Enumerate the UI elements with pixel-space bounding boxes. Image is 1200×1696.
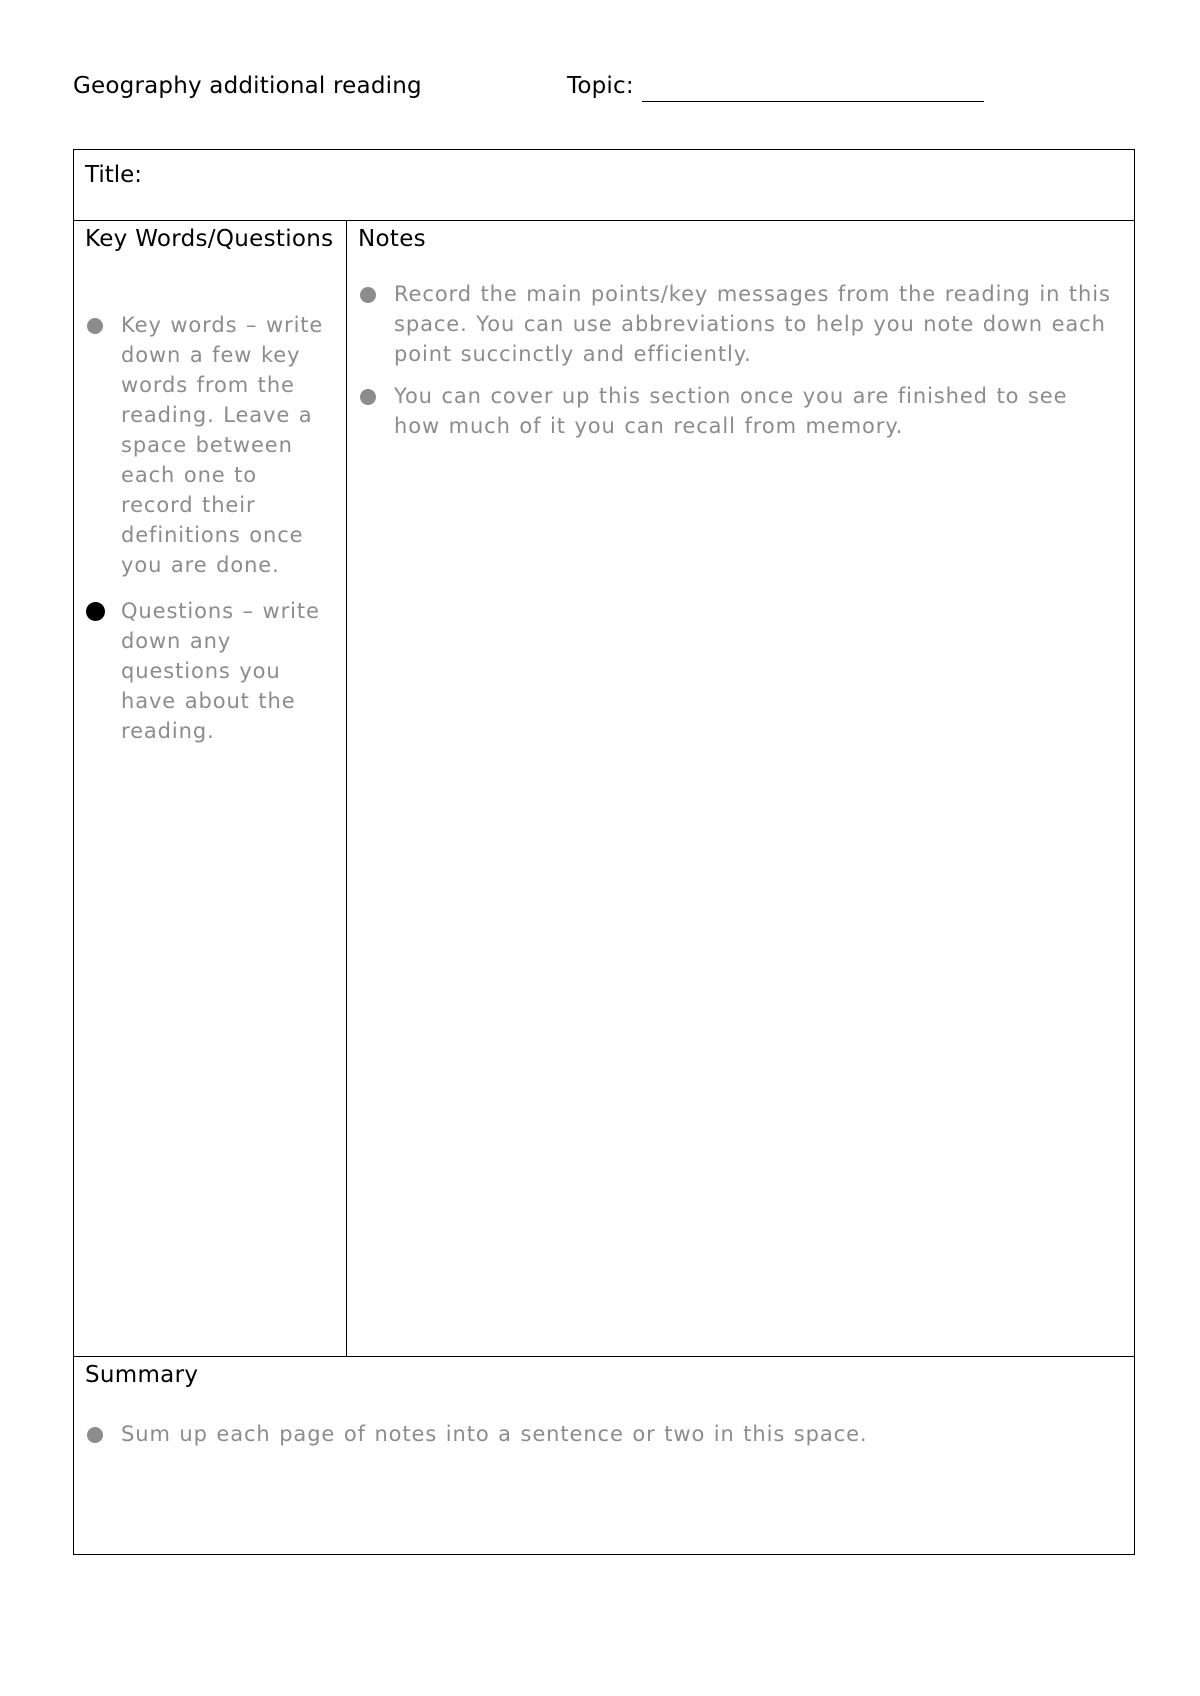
key-words-heading: Key Words/Questions <box>85 226 334 252</box>
instruction-text: Questions – write down any questions you have about the reading. <box>121 599 320 743</box>
summary-section[interactable] <box>74 1356 1134 1554</box>
topic-blank-line[interactable] <box>642 74 984 102</box>
key-words-column[interactable] <box>74 221 347 1356</box>
page-title: Geography additional reading <box>73 73 422 99</box>
bullet-icon <box>87 318 103 334</box>
instruction-text: Key words – write down a few key words from the reading. Leave a space between each one to record their definitions once you are done. <box>121 313 324 577</box>
instruction-text: Sum up each page of notes into a sentence or two in this space. <box>121 1422 868 1446</box>
summary-heading: Summary <box>85 1362 199 1388</box>
summary-instructions <box>85 1419 1085 1449</box>
list-item <box>358 279 1118 369</box>
title-row[interactable] <box>74 150 1134 221</box>
cornell-notes-sheet <box>73 149 1135 1555</box>
list-item <box>358 381 1118 441</box>
notes-heading: Notes <box>358 226 426 252</box>
list-item <box>85 1419 1085 1449</box>
bullet-icon <box>86 602 105 621</box>
notes-instructions <box>358 279 1118 453</box>
key-words-instructions <box>85 310 335 762</box>
notes-column[interactable] <box>347 221 1134 1356</box>
topic-field <box>567 70 984 102</box>
bullet-icon <box>360 287 376 303</box>
bullet-icon <box>87 1427 103 1443</box>
instruction-text: Record the main points/key messages from the reading in this space. You can use abbreviations to help you note down each point succinctly and efficiently. <box>394 282 1111 366</box>
list-item <box>85 310 335 580</box>
title-label: Title: <box>85 162 143 188</box>
bullet-icon <box>360 389 376 405</box>
instruction-text: You can cover up this section once you are finished to see how much of it you can recall from memory. <box>394 384 1068 438</box>
list-item <box>85 596 335 746</box>
topic-label: Topic: <box>567 73 634 99</box>
